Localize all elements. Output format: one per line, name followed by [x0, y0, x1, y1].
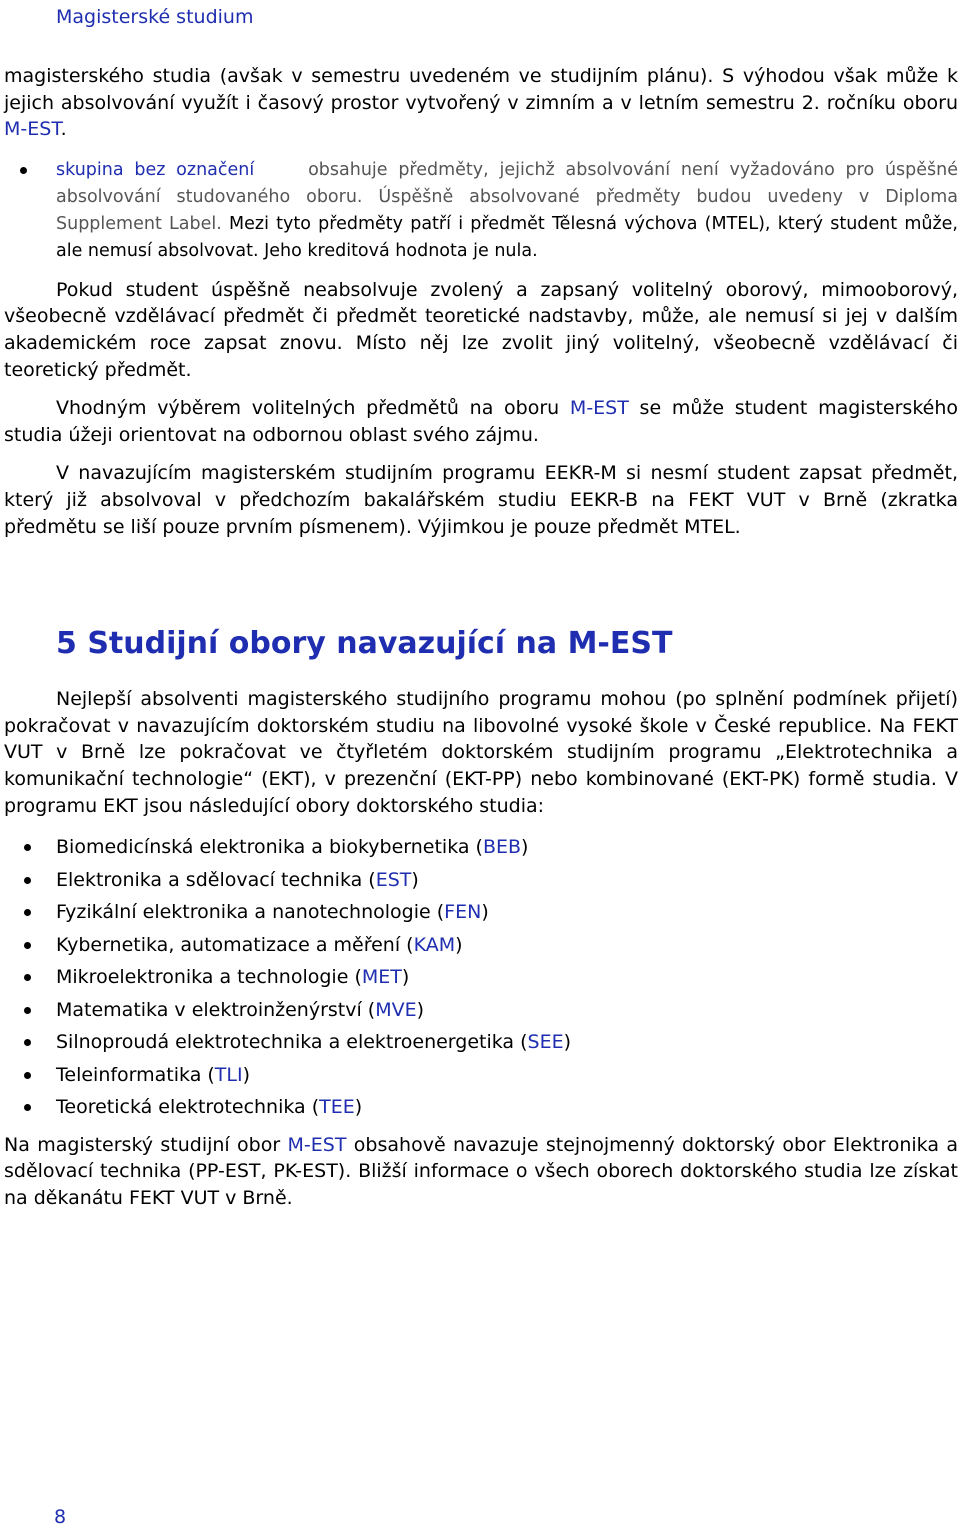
program-link-2[interactable]: M-EST — [569, 397, 629, 420]
running-header: Magisterské studium — [56, 6, 254, 28]
section-intro: Nejlepší absolventi magisterského studijního programu mohou (po splnění podmínek přijetí) pokračovat v navazujícím doktorském studiu na libovolné vysoké škole v České republice. Na FEKT VUT v Brně lze pokračovat ve čtyřletém doktorském studijním programu „Elektrotechnika a komunikační technologie“ (EKT), v prezenční (EKT-PP) nebo kombinované (EKT-PK) formě studia. V programu EKT jsou následující obory doktorského studia: — [4, 688, 958, 817]
list-item: Matematika v elektroinženýrství (MVE) — [4, 994, 958, 1027]
field-code[interactable]: KAM — [413, 933, 456, 956]
list-item: Biomedicínská elektronika a biokybernetika (BEB) — [4, 831, 958, 864]
document-body — [4, 63, 958, 1211]
section-heading: 5 Studijní obory navazující na M-EST — [56, 626, 673, 662]
field-code[interactable]: TEE — [319, 1096, 355, 1119]
intro-text: magisterského studia (avšak v semestru uvedeném ve studijním plánu). S výhodou však může k jejich absolvování využít i časový prostor vytvořený v zimním a v letním semestru 2. ročníku oboru — [4, 65, 958, 114]
list-item: Fyzikální elektronika a nanotechnologie (FEN) — [4, 896, 958, 929]
bullet-text-2: Mezi tyto předměty patří i předmět Tělesná výchova (MTEL), který student může, ale nemusí absolvovat. Jeho kreditová hodnota je nula. — [56, 213, 958, 261]
list-item: Silnoproudá elektrotechnika a elektroenergetika (SEE) — [4, 1026, 958, 1059]
field-code[interactable]: BEB — [482, 836, 522, 859]
list-item: Mikroelektronika a technologie (MET) — [4, 961, 958, 994]
list-item: Kybernetika, automatizace a měření (KAM) — [4, 929, 958, 962]
doctoral-fields-list — [4, 831, 958, 1124]
closing-text-a: Na magisterský studijní obor — [4, 1133, 288, 1156]
program-link[interactable]: M-EST — [4, 118, 61, 141]
bullet-text: obsahuje předměty, jejichž absolvování není vyžadováno pro úspěšné absolvování studovaného oboru. Úspěšně absolvované předměty budou uvedeny v Diploma Supplement Label. — [56, 159, 958, 234]
field-code[interactable]: TLI — [214, 1063, 243, 1086]
field-code[interactable]: FEN — [444, 901, 482, 924]
intro-paragraph — [4, 63, 958, 143]
closing-text-b: obsahově navazuje stejnojmenný doktorský obor Elektronika a sdělovací technika (PP-EST, PK-EST). Bližší informace o všech oborech doktorského studia lze získat na děkanátu FEKT VUT v Brně. — [4, 1133, 958, 1209]
field-code[interactable]: SEE — [527, 1031, 564, 1054]
page-number: 8 — [54, 1506, 67, 1528]
bullet-dot-icon — [20, 167, 27, 174]
list-item: Teoretická elektrotechnika (TEE) — [4, 1091, 958, 1124]
field-code[interactable]: MVE — [375, 998, 417, 1021]
bullet-term: skupina bez označení — [56, 159, 255, 180]
intro-end: . — [60, 118, 67, 141]
program-link-3[interactable]: M-EST — [287, 1133, 347, 1156]
list-item: Teleinformatika (TLI) — [4, 1059, 958, 1092]
paragraph-eekr: V navazujícím magisterském studijním programu EEKR-M si nesmí student zapsat předmět, který již absolvoval v předchozím bakalářském studiu EEKR-B na FEKT VUT v Brně (zkratka předmětu se liší pouze prvním písmenem). Výjimkou je pouze předmět MTEL. — [4, 462, 958, 538]
bullet-item-unmarked-group — [4, 157, 958, 265]
list-item: Elektronika a sdělovací technika (EST) — [4, 864, 958, 897]
paragraph-failed-course: Pokud student úspěšně neabsolvuje zvolený a zapsaný volitelný oborový, mimooborový, všeobecně vzdělávací předmět či předmět teoretické nadstavby, může, ale nemusí si jej v dalším akademickém roce zapsat znovu. Místo něj lze zvolit jiný volitelný, všeobecně vzdělávací či teoretický předmět. — [4, 278, 958, 381]
field-code[interactable]: EST — [375, 868, 412, 891]
field-code[interactable]: MET — [361, 966, 402, 989]
paragraph-electives — [4, 395, 958, 448]
closing-paragraph — [4, 1132, 958, 1212]
p2-text-a: Vhodným výběrem volitelných předmětů na oboru — [56, 397, 570, 420]
bullet-first-line — [56, 157, 958, 265]
p2-text-b: se může student magisterského studia úžeji orientovat na odbornou oblast svého zájmu. — [4, 397, 959, 446]
